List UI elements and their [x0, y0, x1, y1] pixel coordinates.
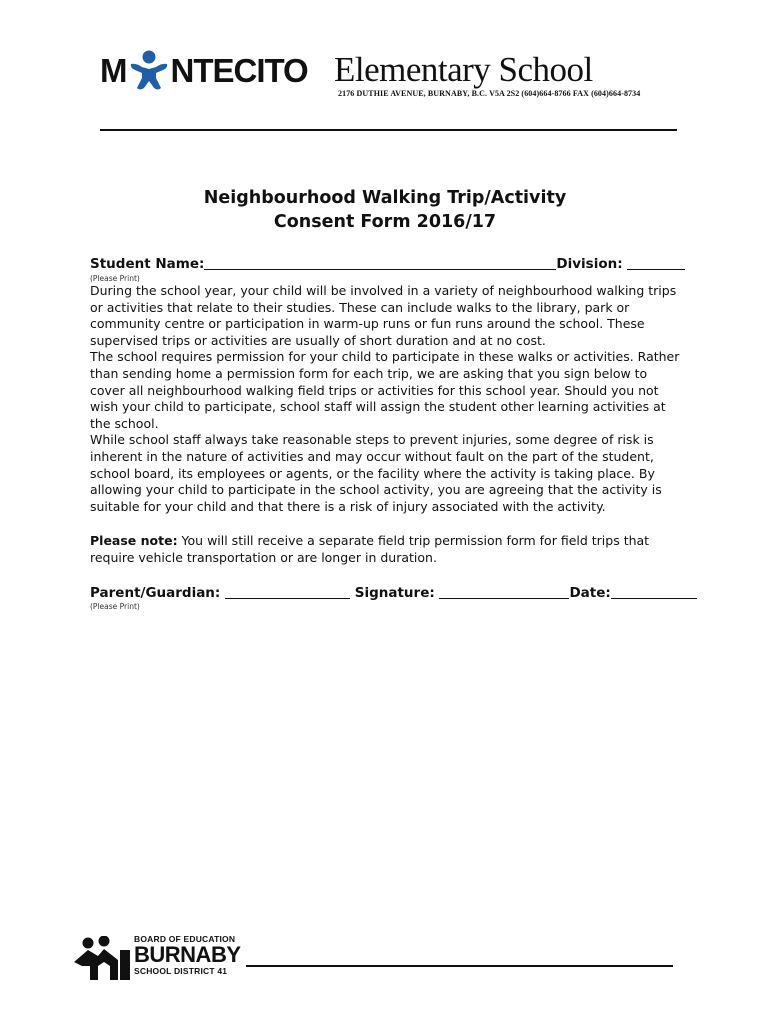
signature-label: Signature: [354, 585, 435, 601]
person-figure-icon [128, 50, 170, 90]
student-name-field[interactable] [204, 255, 556, 270]
body-paragraph-2: The school requires permission for your child to participate in these walks or activities. Rather than sending home a permission form for each trip, we are asking that you sign below to cover all neighbourhood walking field trips or activities for this school year. Should you not wish your child to participate, school staff will assign the student other learning activities at the school. [90, 349, 680, 431]
district-name: BURNABY [134, 942, 241, 967]
body-paragraph-3: While school staff always take reasonable steps to prevent injuries, some degree of risk is inherent in the nature of activities and may occur without fault on the part of the student, school board, its employees or agents, or the facility where the activity is taking place. By allowing your child to participate in the school activity, you are agreeing that the activity is suitable for your child and that there is a risk of injury associated with the activity. [90, 432, 662, 514]
district-emblem-icon [74, 936, 132, 984]
school-name: Elementary School [334, 50, 593, 89]
footer-divider [246, 965, 673, 967]
student-name-hint: (Please Print) [90, 274, 140, 283]
date-label: Date: [569, 585, 611, 601]
please-note [90, 533, 680, 566]
signature-field[interactable] [439, 584, 569, 599]
division-label: Division: [556, 256, 623, 272]
district-logo [74, 934, 244, 986]
school-letterhead [100, 48, 680, 118]
student-name-label: Student Name: [90, 256, 205, 272]
consent-body [90, 283, 680, 515]
please-note-label: Please note: [90, 533, 178, 548]
board-of-education: BOARD OF EDUCATION [134, 934, 236, 944]
student-info-row [90, 255, 677, 272]
body-paragraph-1: During the school year, your child will be involved in a variety of neighbourhood walking trips or activities that relate to their studies. These can include walks to the library, park or community centre or participation in warm-up runs or fun runs around the school. These supervised trips or activities are usually of short duration and at no cost. [90, 283, 677, 348]
form-title-line2: Consent Form 2016/17 [273, 212, 497, 232]
signature-row [90, 584, 677, 601]
form-title-line1: Neighbourhood Walking Trip/Activity [203, 188, 567, 208]
form-title [0, 186, 770, 234]
parent-guardian-field[interactable] [225, 584, 350, 599]
school-district-number: SCHOOL DISTRICT 41 [134, 966, 228, 976]
parent-guardian-label: Parent/Guardian: [90, 585, 221, 601]
header-divider [100, 129, 677, 131]
school-logo [100, 50, 308, 90]
school-address: 2176 DUTHIE AVENUE, BURNABY, B.C. V5A 2S2 (604)664-8766 FAX (604)664-8734 [338, 89, 641, 98]
logo-letters: NTECITO [170, 52, 308, 89]
date-field[interactable] [611, 584, 697, 599]
district-name-block [134, 934, 241, 976]
division-field[interactable] [627, 255, 685, 270]
please-note-text: You will still receive a separate field trip permission form for field trips that require vehicle transportation or are longer in duration. [90, 533, 650, 565]
logo-letter-m: M [100, 52, 127, 89]
parent-name-hint: (Please Print) [90, 602, 140, 611]
